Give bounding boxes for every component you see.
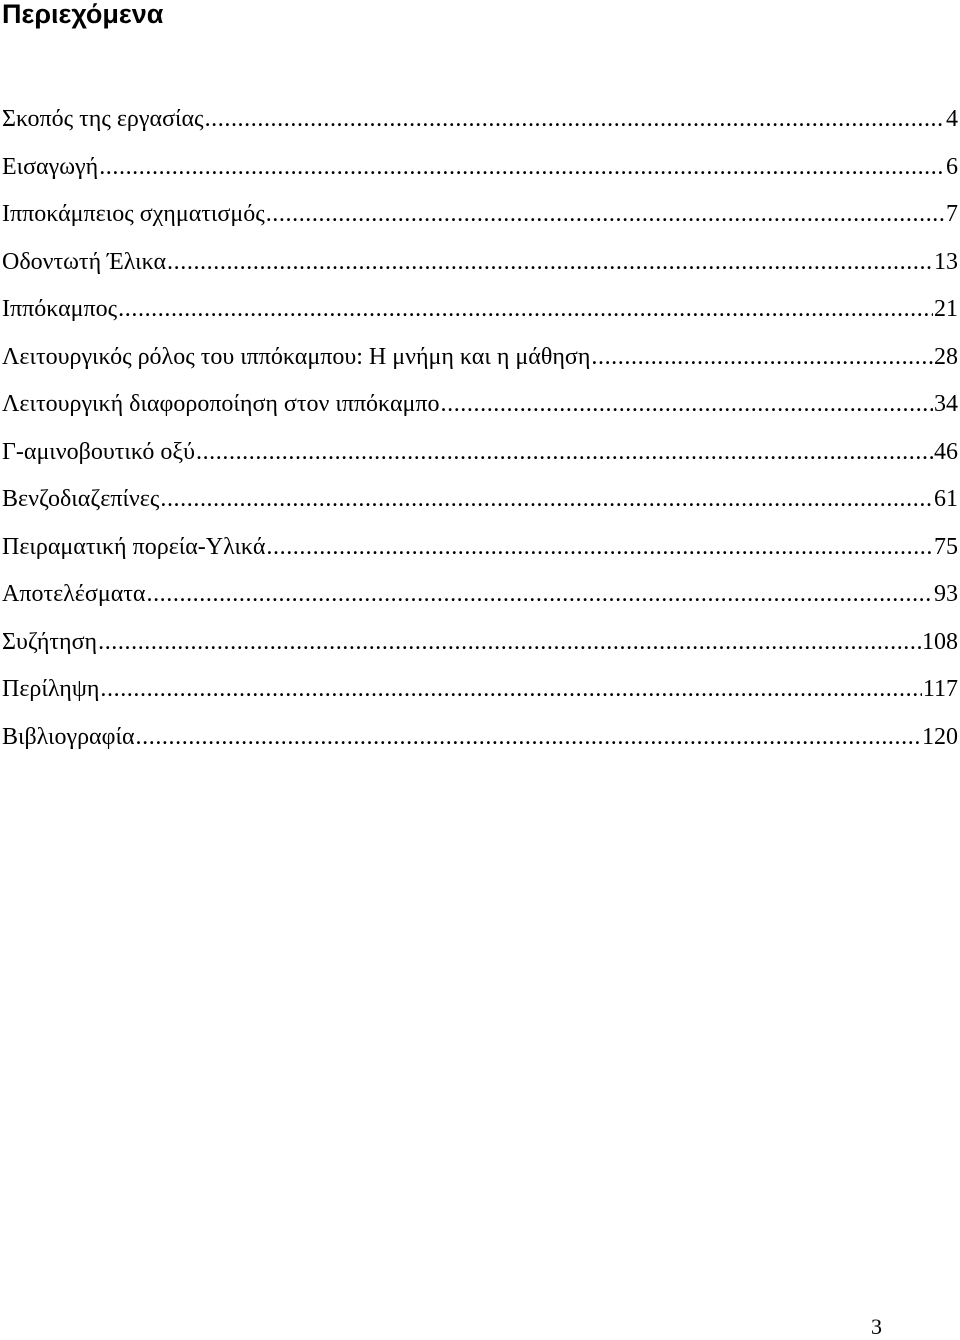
toc-entry-label: Σκοπός της εργασίας — [2, 106, 204, 132]
toc-entry-page: 75 — [934, 533, 958, 560]
toc-entry-page: 46 — [934, 438, 958, 465]
toc-entry-page: 61 — [934, 486, 958, 512]
toc-entry-label: Γ-αμινοβουτικό οξύ — [2, 438, 195, 465]
toc-entry-label: Βιβλιογραφία — [2, 723, 135, 750]
toc-entry-introduction[interactable] — [2, 144, 958, 192]
dot-leader — [146, 571, 933, 619]
toc-entry-page: 28 — [934, 343, 958, 370]
toc-entry-page: 4 — [946, 106, 958, 132]
toc-entry-gaba[interactable] — [2, 429, 958, 477]
toc-entry-functional-differentiation[interactable] — [2, 381, 958, 429]
dot-leader — [167, 239, 933, 287]
dot-leader — [160, 476, 933, 524]
toc-entry-label: Περίληψη — [2, 676, 100, 702]
toc-entry-summary[interactable] — [2, 666, 958, 714]
dot-leader — [99, 144, 945, 192]
page-title: Περιεχόμενα — [2, 0, 164, 29]
dot-leader — [136, 714, 921, 762]
toc-entry-results[interactable] — [2, 571, 958, 619]
toc-entry-label: Λειτουργική διαφοροποίηση στον ιππόκαμπο — [2, 391, 440, 417]
toc-entry-page: 34 — [934, 391, 958, 417]
toc-entry-label: Λειτουργικός ρόλος του ιππόκαμπου: Η μνήμη και η μάθηση — [2, 343, 591, 370]
toc-entry-label: Βενζοδιαζεπίνες — [2, 486, 160, 512]
toc-entry-page: 108 — [922, 628, 958, 655]
toc-entry-functional-role[interactable] — [2, 334, 958, 382]
page-number: 3 — [871, 1314, 882, 1339]
toc-entry-label: Ιπποκάμπειος σχηματισμός — [2, 201, 265, 227]
dot-leader — [266, 524, 933, 572]
toc-entry-page: 117 — [922, 676, 958, 702]
toc-entry-label: Οδοντωτή Έλικα — [2, 248, 167, 275]
toc-entry-page: 6 — [946, 153, 958, 180]
toc-entry-hippocampal-formation[interactable] — [2, 191, 958, 239]
toc-entry-hippocampus[interactable] — [2, 286, 958, 334]
toc-entry-label: Ιππόκαμπος — [2, 296, 118, 322]
dot-leader — [205, 96, 945, 144]
toc-entry-label: Εισαγωγή — [2, 153, 99, 180]
table-of-contents — [2, 96, 958, 761]
dot-leader — [98, 619, 921, 667]
toc-entry-label: Πειραματική πορεία-Υλικά — [2, 533, 266, 560]
toc-entry-methods-materials[interactable] — [2, 524, 958, 572]
toc-entry-bibliography[interactable] — [2, 714, 958, 762]
toc-entry-discussion[interactable] — [2, 619, 958, 667]
toc-entry-page: 21 — [934, 296, 958, 322]
toc-entry-page: 7 — [946, 201, 958, 227]
toc-entry-label: Αποτελέσματα — [2, 581, 146, 607]
dot-leader — [100, 666, 921, 714]
dot-leader — [266, 191, 945, 239]
toc-entry-dentate-gyrus[interactable] — [2, 239, 958, 287]
dot-leader — [591, 334, 933, 382]
toc-entry-benzodiazepines[interactable] — [2, 476, 958, 524]
dot-leader — [118, 286, 933, 334]
toc-entry-label: Συζήτηση — [2, 628, 98, 655]
toc-entry-page: 13 — [934, 248, 958, 275]
toc-entry-page: 120 — [922, 723, 958, 750]
toc-entry-aim[interactable] — [2, 96, 958, 144]
dot-leader — [441, 381, 934, 429]
toc-entry-page: 93 — [934, 581, 958, 607]
dot-leader — [196, 429, 933, 477]
